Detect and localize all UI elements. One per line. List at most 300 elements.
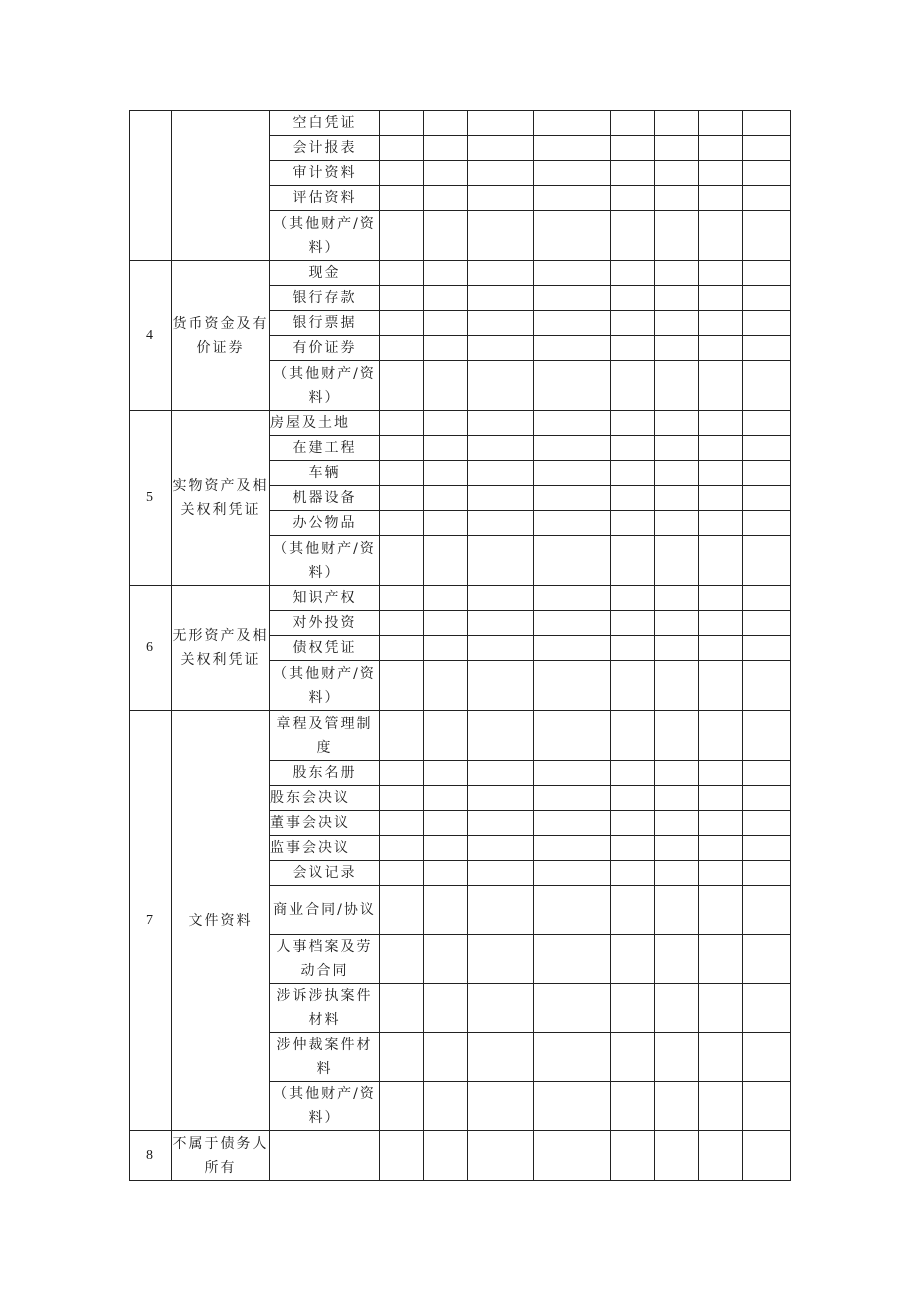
blank-entry-cell[interactable]: [468, 811, 534, 836]
blank-entry-cell[interactable]: [424, 311, 468, 336]
blank-entry-cell[interactable]: [468, 611, 534, 636]
blank-entry-cell[interactable]: [699, 586, 743, 611]
blank-entry-cell[interactable]: [534, 336, 611, 361]
blank-entry-cell[interactable]: [424, 411, 468, 436]
sub-item-label: 章程及管理制度: [276, 715, 373, 756]
blank-entry-cell[interactable]: [655, 336, 699, 361]
blank-entry-cell[interactable]: [699, 261, 743, 286]
blank-entry-cell[interactable]: [380, 111, 424, 136]
blank-entry-cell[interactable]: [743, 711, 791, 761]
sub-item-label: 股东会决议: [270, 790, 350, 806]
blank-entry-cell[interactable]: [611, 486, 655, 511]
blank-entry-cell[interactable]: [699, 336, 743, 361]
blank-entry-cell[interactable]: [699, 711, 743, 761]
blank-entry-cell[interactable]: [534, 186, 611, 211]
blank-entry-cell[interactable]: [534, 111, 611, 136]
blank-entry-cell[interactable]: [699, 984, 743, 1033]
blank-entry-cell[interactable]: [655, 136, 699, 161]
blank-entry-cell[interactable]: [468, 161, 534, 186]
blank-entry-cell[interactable]: [380, 286, 424, 311]
blank-entry-cell[interactable]: [611, 411, 655, 436]
blank-entry-cell[interactable]: [424, 861, 468, 886]
blank-entry-cell[interactable]: [468, 411, 534, 436]
blank-entry-cell[interactable]: [743, 111, 791, 136]
blank-entry-cell[interactable]: [424, 1131, 468, 1181]
blank-entry-cell[interactable]: [424, 786, 468, 811]
sub-item-label: 办公物品: [292, 515, 357, 531]
blank-entry-cell[interactable]: [380, 711, 424, 761]
blank-entry-cell[interactable]: [380, 811, 424, 836]
sub-item-cell: [270, 984, 380, 1033]
sub-item-cell: [270, 786, 380, 811]
blank-entry-cell[interactable]: [424, 286, 468, 311]
blank-entry-cell[interactable]: [380, 261, 424, 286]
blank-entry-cell[interactable]: [611, 211, 655, 261]
blank-entry-cell[interactable]: [743, 1033, 791, 1082]
blank-entry-cell[interactable]: [424, 836, 468, 861]
blank-entry-cell[interactable]: [424, 436, 468, 461]
blank-entry-cell[interactable]: [534, 136, 611, 161]
blank-entry-cell[interactable]: [655, 211, 699, 261]
blank-entry-cell[interactable]: [424, 511, 468, 536]
blank-entry-cell[interactable]: [743, 1131, 791, 1181]
blank-entry-cell[interactable]: [699, 536, 743, 586]
sub-item-label: 会计报表: [292, 140, 357, 156]
blank-entry-cell[interactable]: [743, 286, 791, 311]
blank-entry-cell[interactable]: [743, 186, 791, 211]
blank-entry-cell[interactable]: [380, 861, 424, 886]
blank-entry-cell[interactable]: [534, 761, 611, 786]
blank-entry-cell[interactable]: [468, 886, 534, 935]
blank-entry-cell[interactable]: [468, 1082, 534, 1131]
blank-entry-cell[interactable]: [380, 161, 424, 186]
blank-entry-cell[interactable]: [655, 1131, 699, 1181]
row-number: 5: [130, 411, 172, 586]
blank-entry-cell[interactable]: [424, 611, 468, 636]
blank-entry-cell[interactable]: [424, 136, 468, 161]
sub-item-cell: [270, 811, 380, 836]
blank-entry-cell[interactable]: [380, 461, 424, 486]
blank-entry-cell[interactable]: [655, 586, 699, 611]
blank-entry-cell[interactable]: [655, 186, 699, 211]
blank-entry-cell[interactable]: [611, 186, 655, 211]
blank-entry-cell[interactable]: [468, 361, 534, 411]
blank-entry-cell[interactable]: [655, 661, 699, 711]
blank-entry-cell[interactable]: [424, 486, 468, 511]
blank-entry-cell[interactable]: [655, 935, 699, 984]
blank-entry-cell[interactable]: [611, 611, 655, 636]
row-number: 4: [130, 261, 172, 411]
blank-entry-cell[interactable]: [468, 586, 534, 611]
blank-entry-cell[interactable]: [611, 935, 655, 984]
blank-entry-cell[interactable]: [424, 111, 468, 136]
category-cell: [172, 111, 270, 261]
blank-entry-cell[interactable]: [655, 286, 699, 311]
blank-entry-cell[interactable]: [380, 984, 424, 1033]
blank-entry-cell[interactable]: [699, 836, 743, 861]
blank-entry-cell[interactable]: [534, 1131, 611, 1181]
blank-entry-cell[interactable]: [534, 836, 611, 861]
blank-entry-cell[interactable]: [743, 361, 791, 411]
blank-entry-cell[interactable]: [699, 136, 743, 161]
blank-entry-cell[interactable]: [468, 984, 534, 1033]
blank-entry-cell[interactable]: [743, 511, 791, 536]
blank-entry-cell[interactable]: [611, 886, 655, 935]
blank-entry-cell[interactable]: [380, 336, 424, 361]
blank-entry-cell[interactable]: [743, 636, 791, 661]
blank-entry-cell[interactable]: [655, 436, 699, 461]
blank-entry-cell[interactable]: [611, 136, 655, 161]
blank-entry-cell[interactable]: [534, 486, 611, 511]
blank-entry-cell[interactable]: [534, 286, 611, 311]
blank-entry-cell[interactable]: [468, 861, 534, 886]
property-inventory-table: [129, 110, 791, 1181]
blank-entry-cell[interactable]: [534, 611, 611, 636]
blank-entry-cell[interactable]: [380, 1082, 424, 1131]
blank-entry-cell[interactable]: [424, 711, 468, 761]
blank-entry-cell[interactable]: [655, 761, 699, 786]
blank-entry-cell[interactable]: [380, 1131, 424, 1181]
sub-item-cell: [270, 286, 380, 311]
blank-entry-cell[interactable]: [468, 186, 534, 211]
blank-entry-cell[interactable]: [655, 861, 699, 886]
blank-entry-cell[interactable]: [743, 136, 791, 161]
blank-entry-cell[interactable]: [743, 211, 791, 261]
blank-entry-cell[interactable]: [743, 661, 791, 711]
blank-entry-cell[interactable]: [468, 436, 534, 461]
blank-entry-cell[interactable]: [611, 661, 655, 711]
blank-entry-cell[interactable]: [743, 1082, 791, 1131]
blank-entry-cell[interactable]: [611, 636, 655, 661]
blank-entry-cell[interactable]: [468, 1033, 534, 1082]
sub-item-cell: [270, 886, 380, 935]
blank-entry-cell[interactable]: [424, 1082, 468, 1131]
blank-entry-cell[interactable]: [655, 111, 699, 136]
blank-entry-cell[interactable]: [743, 786, 791, 811]
blank-entry-cell[interactable]: [424, 336, 468, 361]
blank-entry-cell[interactable]: [534, 636, 611, 661]
blank-entry-cell[interactable]: [743, 461, 791, 486]
blank-entry-cell[interactable]: [534, 984, 611, 1033]
blank-entry-cell[interactable]: [534, 161, 611, 186]
blank-entry-cell[interactable]: [611, 261, 655, 286]
blank-entry-cell[interactable]: [380, 586, 424, 611]
blank-entry-cell[interactable]: [611, 336, 655, 361]
blank-entry-cell[interactable]: [611, 786, 655, 811]
blank-entry-cell[interactable]: [534, 1033, 611, 1082]
blank-entry-cell[interactable]: [655, 161, 699, 186]
blank-entry-cell[interactable]: [611, 161, 655, 186]
table-row: [130, 111, 791, 136]
sub-item-cell: [270, 935, 380, 984]
blank-entry-cell[interactable]: [534, 935, 611, 984]
blank-entry-cell[interactable]: [611, 311, 655, 336]
blank-entry-cell[interactable]: [699, 511, 743, 536]
blank-entry-cell[interactable]: [468, 761, 534, 786]
blank-entry-cell[interactable]: [380, 786, 424, 811]
table-row: [130, 261, 791, 286]
blank-entry-cell[interactable]: [534, 261, 611, 286]
blank-entry-cell[interactable]: [655, 461, 699, 486]
blank-entry-cell[interactable]: [380, 361, 424, 411]
blank-entry-cell[interactable]: [699, 311, 743, 336]
blank-entry-cell[interactable]: [743, 411, 791, 436]
blank-entry-cell[interactable]: [655, 361, 699, 411]
sub-item-cell: [270, 411, 380, 436]
blank-entry-cell[interactable]: [534, 461, 611, 486]
blank-entry-cell[interactable]: [534, 886, 611, 935]
blank-entry-cell[interactable]: [743, 311, 791, 336]
sub-item-cell: [270, 1033, 380, 1082]
blank-entry-cell[interactable]: [380, 186, 424, 211]
blank-entry-cell[interactable]: [380, 661, 424, 711]
blank-entry-cell[interactable]: [655, 984, 699, 1033]
blank-entry-cell[interactable]: [743, 935, 791, 984]
blank-entry-cell[interactable]: [611, 811, 655, 836]
blank-entry-cell[interactable]: [380, 136, 424, 161]
blank-entry-cell[interactable]: [699, 161, 743, 186]
blank-entry-cell[interactable]: [655, 836, 699, 861]
sub-item-label: 人事档案及劳动合同: [276, 939, 373, 979]
blank-entry-cell[interactable]: [424, 984, 468, 1033]
blank-entry-cell[interactable]: [611, 861, 655, 886]
blank-entry-cell[interactable]: [699, 361, 743, 411]
sub-item-cell: [270, 1082, 380, 1131]
blank-entry-cell[interactable]: [743, 261, 791, 286]
blank-entry-cell[interactable]: [424, 461, 468, 486]
blank-entry-cell[interactable]: [468, 1131, 534, 1181]
blank-entry-cell[interactable]: [468, 111, 534, 136]
blank-entry-cell[interactable]: [380, 436, 424, 461]
sub-item-cell: [270, 461, 380, 486]
blank-entry-cell[interactable]: [611, 711, 655, 761]
blank-entry-cell[interactable]: [611, 361, 655, 411]
blank-entry-cell[interactable]: [468, 511, 534, 536]
blank-entry-cell[interactable]: [699, 186, 743, 211]
blank-entry-cell[interactable]: [611, 436, 655, 461]
blank-entry-cell[interactable]: [743, 336, 791, 361]
blank-entry-cell[interactable]: [534, 536, 611, 586]
blank-entry-cell[interactable]: [743, 761, 791, 786]
sub-item-label: 现金: [308, 265, 341, 281]
blank-entry-cell[interactable]: [468, 261, 534, 286]
blank-entry-cell[interactable]: [380, 211, 424, 261]
blank-entry-cell[interactable]: [611, 836, 655, 861]
blank-entry-cell[interactable]: [424, 586, 468, 611]
blank-entry-cell[interactable]: [743, 536, 791, 586]
blank-entry-cell[interactable]: [611, 1131, 655, 1181]
row-number: 8: [130, 1131, 172, 1181]
blank-entry-cell[interactable]: [380, 1033, 424, 1082]
blank-entry-cell[interactable]: [468, 486, 534, 511]
blank-entry-cell[interactable]: [655, 811, 699, 836]
blank-entry-cell[interactable]: [534, 661, 611, 711]
blank-entry-cell[interactable]: [699, 286, 743, 311]
sub-item-cell: [270, 186, 380, 211]
blank-entry-cell[interactable]: [699, 1082, 743, 1131]
blank-entry-cell[interactable]: [611, 984, 655, 1033]
blank-entry-cell[interactable]: [380, 511, 424, 536]
sub-item-label: 监事会决议: [270, 840, 350, 856]
blank-entry-cell[interactable]: [611, 586, 655, 611]
blank-entry-cell[interactable]: [655, 511, 699, 536]
blank-entry-cell[interactable]: [611, 461, 655, 486]
blank-entry-cell[interactable]: [424, 211, 468, 261]
table-row: [130, 711, 791, 761]
blank-entry-cell[interactable]: [534, 436, 611, 461]
blank-entry-cell[interactable]: [655, 1033, 699, 1082]
blank-entry-cell[interactable]: [699, 861, 743, 886]
blank-entry-cell[interactable]: [468, 786, 534, 811]
blank-entry-cell[interactable]: [424, 186, 468, 211]
blank-entry-cell[interactable]: [468, 836, 534, 861]
blank-entry-cell[interactable]: [380, 761, 424, 786]
blank-entry-cell[interactable]: [655, 311, 699, 336]
blank-entry-cell[interactable]: [699, 111, 743, 136]
sub-item-cell: [270, 586, 380, 611]
blank-entry-cell[interactable]: [655, 711, 699, 761]
blank-entry-cell[interactable]: [424, 636, 468, 661]
sub-item-cell: [270, 311, 380, 336]
blank-entry-cell[interactable]: [611, 1033, 655, 1082]
blank-entry-cell[interactable]: [534, 811, 611, 836]
blank-entry-cell[interactable]: [468, 336, 534, 361]
blank-entry-cell[interactable]: [655, 536, 699, 586]
blank-entry-cell[interactable]: [468, 711, 534, 761]
blank-entry-cell[interactable]: [534, 786, 611, 811]
blank-entry-cell[interactable]: [534, 586, 611, 611]
category-cell: 不属于债务人所有: [172, 1131, 270, 1181]
blank-entry-cell[interactable]: [699, 761, 743, 786]
sub-item-label: 涉诉涉执案件材料: [276, 988, 373, 1028]
sub-item-cell: [270, 1131, 380, 1181]
sub-item-cell: [270, 536, 380, 586]
blank-entry-cell[interactable]: [611, 1082, 655, 1131]
blank-entry-cell[interactable]: [424, 661, 468, 711]
blank-entry-cell[interactable]: [699, 1033, 743, 1082]
blank-entry-cell[interactable]: [699, 411, 743, 436]
blank-entry-cell[interactable]: [380, 836, 424, 861]
blank-entry-cell[interactable]: [699, 211, 743, 261]
blank-entry-cell[interactable]: [424, 536, 468, 586]
blank-entry-cell[interactable]: [380, 486, 424, 511]
blank-entry-cell[interactable]: [424, 935, 468, 984]
blank-entry-cell[interactable]: [534, 711, 611, 761]
blank-entry-cell[interactable]: [468, 636, 534, 661]
sub-item-label: 银行存款: [292, 290, 357, 306]
blank-entry-cell[interactable]: [534, 511, 611, 536]
blank-entry-cell[interactable]: [424, 811, 468, 836]
blank-entry-cell[interactable]: [380, 411, 424, 436]
blank-entry-cell[interactable]: [534, 311, 611, 336]
blank-entry-cell[interactable]: [380, 935, 424, 984]
sub-item-label: 债权凭证: [292, 640, 357, 656]
blank-entry-cell[interactable]: [534, 411, 611, 436]
blank-entry-cell[interactable]: [699, 636, 743, 661]
blank-entry-cell[interactable]: [743, 811, 791, 836]
blank-entry-cell[interactable]: [468, 935, 534, 984]
blank-entry-cell[interactable]: [534, 1082, 611, 1131]
blank-entry-cell[interactable]: [468, 286, 534, 311]
blank-entry-cell[interactable]: [424, 161, 468, 186]
category-cell: 实物资产及相关权利凭证: [172, 411, 270, 586]
blank-entry-cell[interactable]: [380, 886, 424, 935]
blank-entry-cell[interactable]: [699, 611, 743, 636]
blank-entry-cell[interactable]: [380, 636, 424, 661]
blank-entry-cell[interactable]: [468, 211, 534, 261]
blank-entry-cell[interactable]: [424, 261, 468, 286]
blank-entry-cell[interactable]: [380, 611, 424, 636]
row-number: 7: [130, 711, 172, 1131]
blank-entry-cell[interactable]: [655, 261, 699, 286]
blank-entry-cell[interactable]: [655, 636, 699, 661]
blank-entry-cell[interactable]: [743, 486, 791, 511]
blank-entry-cell[interactable]: [424, 361, 468, 411]
blank-entry-cell[interactable]: [743, 984, 791, 1033]
blank-entry-cell[interactable]: [611, 111, 655, 136]
sub-item-label: （其他财产/资料）: [273, 665, 376, 706]
blank-entry-cell[interactable]: [468, 461, 534, 486]
blank-entry-cell[interactable]: [424, 1033, 468, 1082]
blank-entry-cell[interactable]: [534, 861, 611, 886]
blank-entry-cell[interactable]: [699, 886, 743, 935]
blank-entry-cell[interactable]: [699, 661, 743, 711]
blank-entry-cell[interactable]: [468, 311, 534, 336]
blank-entry-cell[interactable]: [468, 136, 534, 161]
blank-entry-cell[interactable]: [611, 761, 655, 786]
sub-item-label: 股东名册: [292, 765, 357, 781]
blank-entry-cell[interactable]: [424, 761, 468, 786]
category-cell: 货币资金及有价证券: [172, 261, 270, 411]
blank-entry-cell[interactable]: [380, 536, 424, 586]
blank-entry-cell[interactable]: [699, 436, 743, 461]
blank-entry-cell[interactable]: [655, 786, 699, 811]
blank-entry-cell[interactable]: [655, 411, 699, 436]
blank-entry-cell[interactable]: [468, 536, 534, 586]
blank-entry-cell[interactable]: [468, 661, 534, 711]
sub-item-label: 涉仲裁案件材料: [276, 1037, 373, 1077]
blank-entry-cell[interactable]: [655, 486, 699, 511]
blank-entry-cell[interactable]: [743, 836, 791, 861]
blank-entry-cell[interactable]: [699, 811, 743, 836]
blank-entry-cell[interactable]: [699, 461, 743, 486]
blank-entry-cell[interactable]: [611, 286, 655, 311]
blank-entry-cell[interactable]: [743, 436, 791, 461]
blank-entry-cell[interactable]: [743, 611, 791, 636]
blank-entry-cell[interactable]: [743, 586, 791, 611]
blank-entry-cell[interactable]: [743, 861, 791, 886]
blank-entry-cell[interactable]: [655, 886, 699, 935]
blank-entry-cell[interactable]: [699, 786, 743, 811]
sub-item-cell: [270, 711, 380, 761]
table-body: [130, 111, 791, 1181]
blank-entry-cell[interactable]: [380, 311, 424, 336]
blank-entry-cell[interactable]: [611, 511, 655, 536]
blank-entry-cell[interactable]: [611, 536, 655, 586]
sub-item-cell: [270, 336, 380, 361]
blank-entry-cell[interactable]: [655, 1082, 699, 1131]
sub-item-cell: [270, 836, 380, 861]
blank-entry-cell[interactable]: [743, 886, 791, 935]
blank-entry-cell[interactable]: [534, 361, 611, 411]
blank-entry-cell[interactable]: [424, 886, 468, 935]
blank-entry-cell[interactable]: [699, 1131, 743, 1181]
blank-entry-cell[interactable]: [699, 935, 743, 984]
blank-entry-cell[interactable]: [743, 161, 791, 186]
blank-entry-cell[interactable]: [534, 211, 611, 261]
blank-entry-cell[interactable]: [699, 486, 743, 511]
blank-entry-cell[interactable]: [655, 611, 699, 636]
